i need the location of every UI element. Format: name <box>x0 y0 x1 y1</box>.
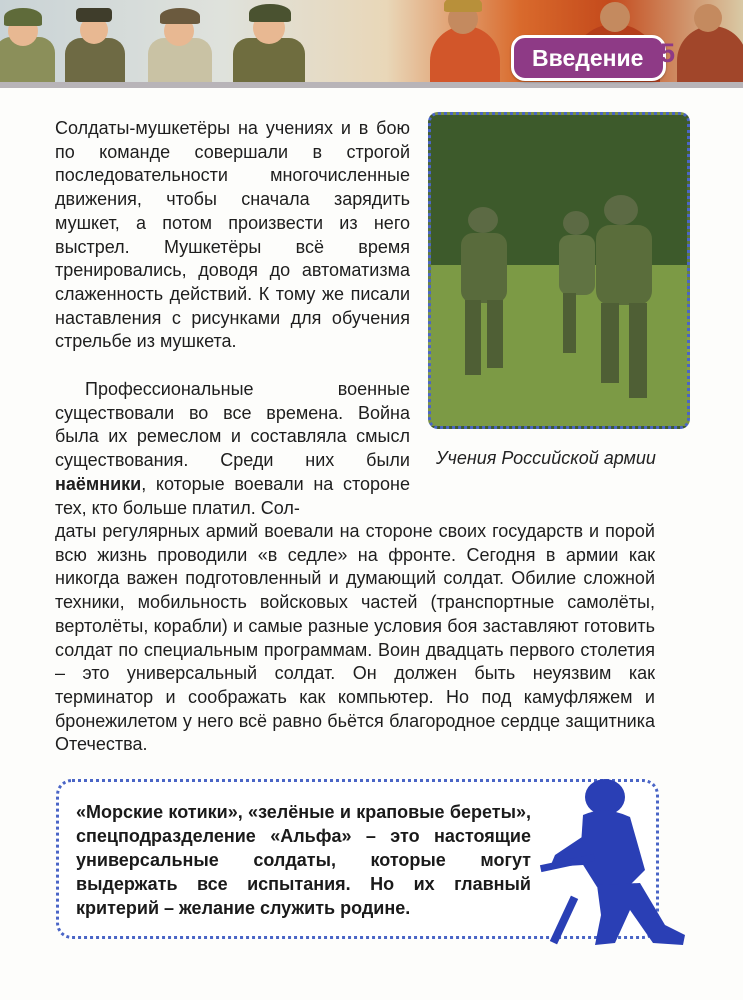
soldier-illustration <box>140 2 220 82</box>
paragraph-text: даты регулярных армий воевали на стороне своих государств и порой всю жизнь проводили «в седле» на фронте. Сегодня в армии как никогда важен подготовленный и думающий солдат. Обилие сложной техники, мобильность войсковых частей (транспортные самолёты, вертолёты, корабли) и самые разные условия боя заставляют готовить солдат по специальным программам. Воин двадцать первого столетия – это универсальный солдат. Он должен быть неуязвим как терминатор и соображать как компьютер. Но под камуфляжем и бронежилетом у него всё равно бьётся благородное сердце защитника Отечества. <box>55 521 655 755</box>
photo-caption: Учения Российской армии <box>436 448 656 468</box>
page-number: 5 <box>660 38 676 68</box>
soldier-illustration <box>0 2 60 82</box>
paragraph-text: , которые воевали на стороне тех, кто больше платил. Сол- <box>55 473 410 518</box>
exercise-photo <box>428 112 690 429</box>
warrior-illustration <box>672 0 743 82</box>
mercenaries-term: наёмники <box>55 473 142 494</box>
section-title-badge: Введение <box>511 35 666 81</box>
paragraph-text: Солдаты-мушкетёры на учениях и в бою по команде совершали в строгой последовательности многочисленные движения, чтобы сначала зарядить мушкет, а потом произвести из него выстрел. Мушкетёры всё время тренировались, доводя до автоматизма слаженность действий. К тому же писали наставления с рисунками для обучения стрельбе из мушкета. <box>55 118 410 352</box>
paragraph-text: Профессиональные военные существовали во все времена. Война была их ремеслом и составляла смысл существования. Среди них были <box>55 379 410 471</box>
paragraph-modern-soldier <box>55 520 655 757</box>
soldiers-running-image <box>431 115 687 426</box>
kneeling-soldier-silhouette <box>535 775 695 950</box>
soldier-illustration <box>225 0 315 82</box>
paragraph-musketeers <box>55 117 410 354</box>
soldier-illustration <box>60 2 130 82</box>
paragraph-professionals <box>55 378 410 520</box>
warrior-illustration <box>420 0 510 82</box>
callout-text: «Морские котики», «зелёные и краповые береты», спецподразделение «Альфа» – это настоящие универсальные солдаты, которые могут выдержать все испытания. Но их главный критерий – желание служить родине. <box>76 802 531 918</box>
